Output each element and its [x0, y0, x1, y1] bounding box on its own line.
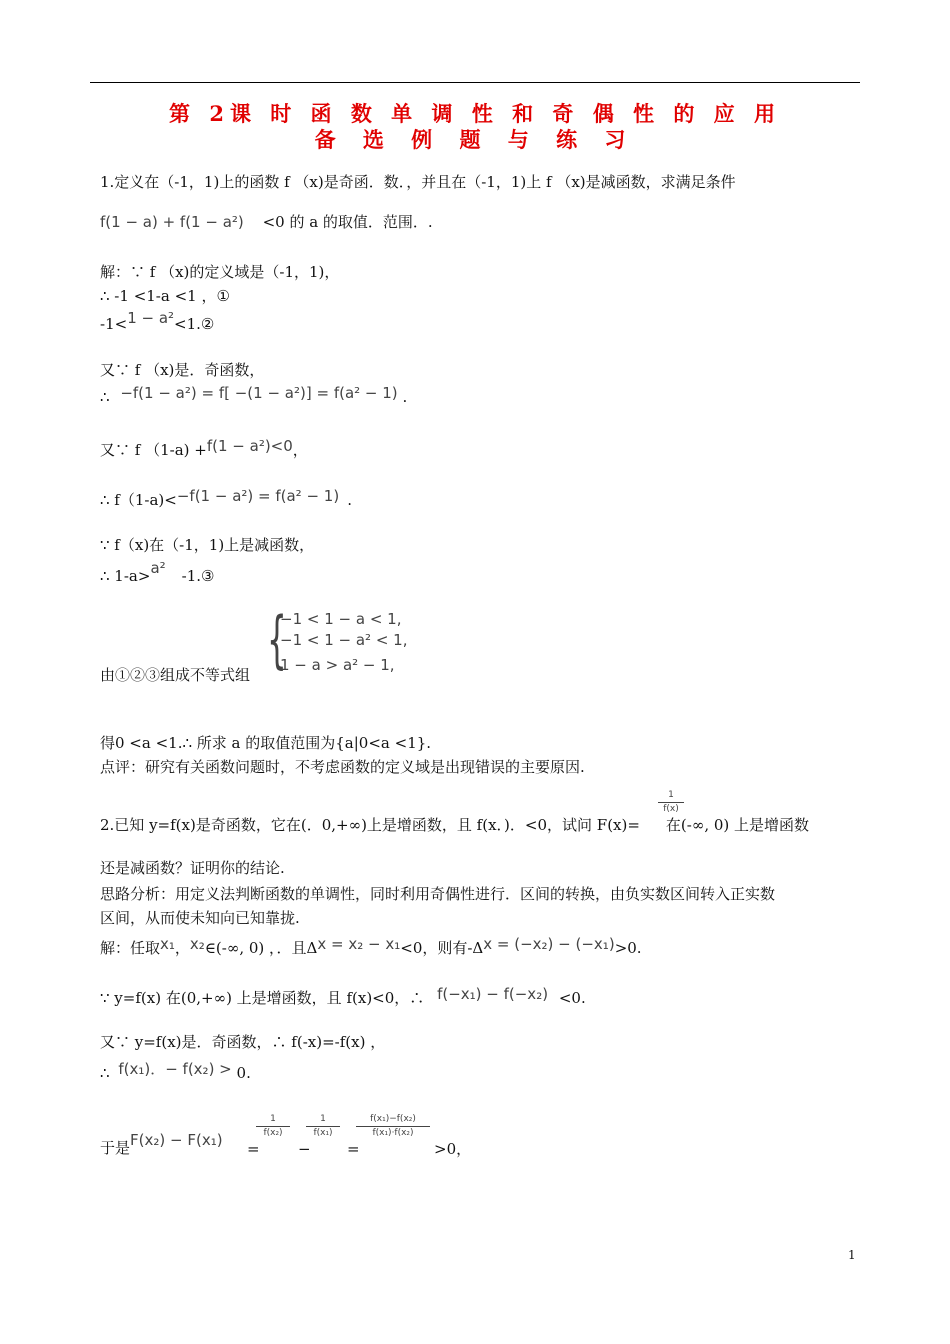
system-brace: { [267, 603, 287, 676]
formula: f(1 − a) + f(1 − a²) [100, 213, 244, 231]
formula: a² [150, 559, 166, 577]
solution-2-line: ∴ f(x₁)．− f(x₂) > 0. [100, 1060, 251, 1082]
solution-2-line: 又∵ y=f(x)是．奇函数，∴ f(-x)=-f(x) ， [100, 1033, 386, 1051]
solution-1-line: -1<1 − a²<1.② [100, 309, 215, 333]
fraction: 1 f(x) [658, 790, 684, 815]
hint-line: 区间，从而使未知向已知靠拢. [100, 909, 300, 927]
formula: −f(1 − a²) = f[ −(1 − a²)] = f(a² − 1) [120, 384, 398, 402]
fraction: 1 f(x₂) [256, 1114, 290, 1139]
hint-line: 思路分析：用定义法判断函数的单调性，同时利用奇偶性进行．区间的转换，由负实数区间转入正实数 [100, 885, 776, 903]
formula: f(1 − a²)<0 [206, 437, 293, 455]
page-number: 1 [848, 1248, 856, 1262]
solution-1-line: ∵ f（x)在（-1，1)上是减函数， [100, 536, 315, 554]
solution-2-line: ∵ y=f(x) 在(0,+∞) 上是增函数，且 f(x)<0，∴ f(−x₁) − f(−x₂) <0. [100, 985, 586, 1007]
solution-1-line: ∴ f（1-a)<−f(1 − a²) = f(a² − 1) . [100, 487, 352, 509]
solution-1-line: 又∵ f （x)是．奇函数， [100, 361, 265, 379]
page-subtitle: 备 选 例 题 与 练 习 [314, 127, 636, 152]
solution-1-conclusion: 得0 <a <1.∴ 所求 a 的取值范围为{a|0<a <1}. [100, 734, 432, 752]
header-rule [90, 82, 860, 83]
fraction: f(x₁)−f(x₂) f(x₁)·f(x₂) [356, 1114, 430, 1139]
inequality-1: −1 < 1 − a < 1, [280, 610, 402, 628]
problem-1-statement-line2: f(1 − a) + f(1 − a²) <0 的 a 的取值．范围．. [100, 213, 433, 231]
problem-2-statement: 2.已知 y=f(x)是奇函数，它在(．0,+∞)上是增函数，且 f(x．)．<0，试问 F(x)= 在(-∞, 0) 上是增函数 [100, 816, 810, 834]
page-title: 第 2课 时 函 数 单 调 性 和 奇 偶 性 的 应 用 [169, 101, 781, 126]
solution-2-line: 解：任取x₁，x₂∈(-∞, 0) ，．且Δx = x₂ − x₁<0，则有-Δx = (−x₂) − (−x₁)>0. [100, 935, 642, 957]
inequality-3: 1 − a > a² − 1, [280, 656, 395, 674]
problem-1-statement: 1.定义在（-1，1)上的函数 f （x)是奇函．数．，并且在（-1，1)上 f （x)是减函数，求满足条件 [100, 173, 736, 191]
solution-1-line: ∴ 1-a>a² -1.③ [100, 559, 215, 585]
solution-2-line: 于是F(x₂) − F(x₁) [100, 1131, 223, 1157]
comment: 点评：研究有关函数问题时，不考虑函数的定义域是出现错误的主要原因. [100, 758, 585, 776]
solution-1-line: 又∵ f （1-a) +f(1 − a²)<0， [100, 437, 308, 459]
formula: 1 − a² [127, 309, 175, 327]
inequality-2: −1 < 1 − a² < 1, [280, 631, 408, 649]
solution-1-line: 由①②③组成不等式组 [100, 666, 251, 684]
solution-1-line: 解：∵ f （x)的定义域是（-1，1)， [100, 263, 340, 281]
solution-1-line: ∴ −f(1 − a²) = f[ −(1 − a²)] = f(a² − 1) . [100, 384, 408, 406]
formula: −f(1 − a²) = f(a² − 1) [176, 487, 340, 505]
fraction: 1 f(x₁) [306, 1114, 340, 1139]
solution-1-line: ∴ -1 <1-a <1 ，① [100, 287, 230, 305]
problem-2-statement-line2: 还是减函数？证明你的结论. [100, 859, 285, 877]
